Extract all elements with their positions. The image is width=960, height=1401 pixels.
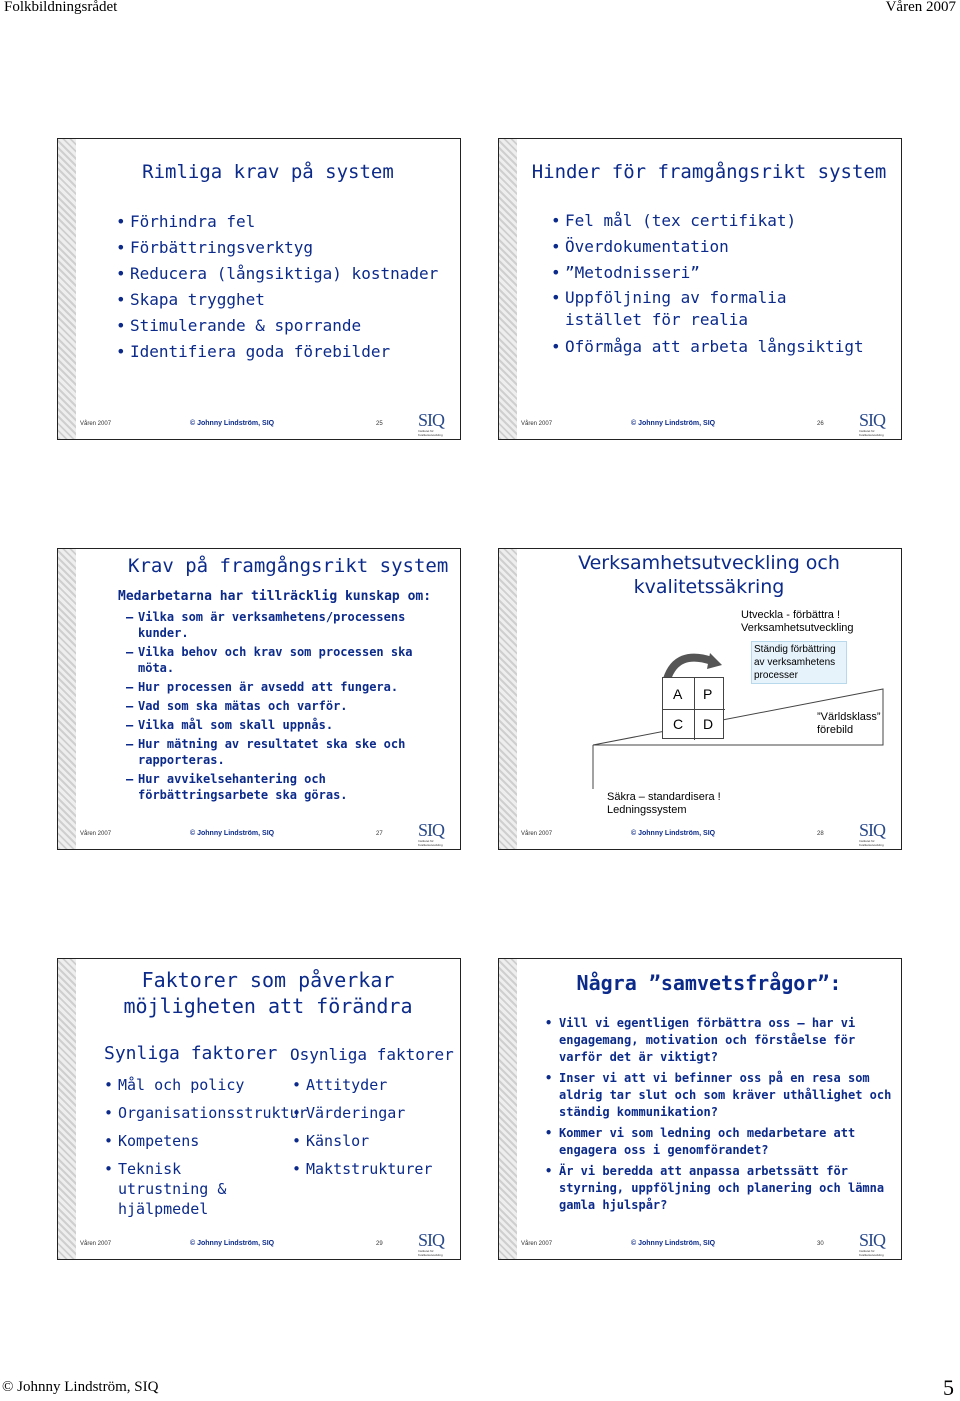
slide-title: Rimliga krav på system (142, 161, 394, 183)
page-number: 5 (943, 1375, 954, 1400)
list-item: • Överdokumentation (551, 235, 891, 259)
pdca-wheel (662, 677, 724, 739)
list-item: • Värderingar (292, 1103, 461, 1123)
slide-footer (499, 409, 901, 439)
list-item: • Vill vi egentligen förbättra oss – har vi engagemang, motivation och förståelse för varför det är viktigt? (545, 1015, 895, 1066)
siq-logo-text: SIQ (418, 820, 445, 840)
list-item: • Känslor (292, 1131, 461, 1151)
list-item: • Förhindra fel (116, 209, 438, 235)
page-footer (0, 1375, 960, 1401)
siq-logo (859, 411, 893, 437)
footer-copyright: © Johnny Lindström, SIQ (190, 830, 275, 837)
slide-28 (498, 548, 902, 850)
list-item: • Kommer vi som ledning och medarbetare att engagera oss i genomförandet? (545, 1125, 895, 1159)
siq-logo-text: SIQ (859, 1230, 886, 1250)
siq-logo (418, 821, 452, 847)
slide-stripe (58, 959, 76, 1259)
siq-logo-subtitle: Institutet för Kvalitetsutveckling (859, 429, 884, 437)
visible-factors-header: Synliga faktorer (104, 1043, 278, 1064)
list-item: – Hur avvikelsehantering och förbättringsarbete ska göras. (126, 772, 348, 802)
slide-number: 28 (817, 831, 824, 837)
list-item: – Vad som ska mätas och varför. (126, 699, 348, 713)
slide-footer (499, 819, 901, 849)
list-item: • Fel mål (tex certifikat) (551, 209, 891, 233)
footer-date: Våren 2007 (521, 831, 553, 837)
siq-logo-text: SIQ (859, 410, 886, 430)
siq-logo (859, 821, 893, 847)
siq-logo-subtitle: Institutet för Kvalitetsutveckling (418, 1249, 443, 1257)
page-footer-copyright: © Johnny Lindström, SIQ (2, 1379, 159, 1395)
slide-footer (58, 409, 460, 439)
footer-date: Våren 2007 (521, 421, 553, 427)
list-item: • Reducera (långsiktiga) kostnader (116, 261, 438, 287)
slide-title: Krav på framgångsrikt system (128, 555, 449, 577)
pdca-do: D (703, 716, 714, 732)
slide-number: 26 (817, 421, 824, 427)
siq-logo (859, 1231, 893, 1257)
slide-stripe (58, 549, 76, 849)
slide-number: 27 (376, 831, 383, 837)
slide-bullet-list (545, 1015, 895, 1214)
siq-logo-text: SIQ (859, 820, 886, 840)
siq-logo-subtitle: Institutet för Kvalitetsutveckling (859, 839, 884, 847)
list-item: • Organisationsstruktur (104, 1103, 294, 1123)
pdca-check: C (673, 716, 684, 732)
list-item: • Mål och policy (104, 1075, 294, 1095)
footer-copyright: © Johnny Lindström, SIQ (631, 420, 716, 427)
footer-date: Våren 2007 (521, 1241, 553, 1247)
siq-logo-text: SIQ (418, 1230, 445, 1250)
list-item: • Uppföljning av formalia istället för realia (551, 287, 841, 331)
list-item: • Skapa trygghet (116, 287, 438, 313)
continuous-improvement-box: Ständig förbättring av verksamhetens processer (751, 641, 847, 684)
slide-title: Faktorer som påverkar möjligheten att förändra (123, 968, 413, 1018)
list-item: • Stimulerande & sporrande (116, 313, 438, 339)
slide-stripe (499, 959, 517, 1259)
list-item: • Kompetens (104, 1131, 294, 1151)
list-item: • Är vi beredda att anpassa arbetssätt för styrning, uppföljning och planering och lämna gamla hjulspår? (545, 1163, 895, 1214)
list-item: • Förbättringsverktyg (116, 235, 438, 261)
footer-date: Våren 2007 (80, 1241, 112, 1247)
footer-copyright: © Johnny Lindström, SIQ (631, 1240, 716, 1247)
slide-footer (499, 1229, 901, 1259)
list-item: • Attityder (292, 1075, 461, 1095)
list-item: – Hur mätning av resultatet ska ske och rapporteras. (126, 737, 406, 767)
footer-date: Våren 2007 (80, 421, 112, 427)
slide-30 (498, 958, 902, 1260)
slide-stripe (499, 139, 517, 439)
slide-footer (58, 819, 460, 849)
siq-logo-subtitle: Institutet för Kvalitetsutveckling (859, 1249, 884, 1257)
slide-intro: Medarbetarna har tillräcklig kunskap om: (118, 589, 432, 604)
slide-title: Några ”samvetsfrågor”: (576, 971, 842, 995)
slide-footer (58, 1229, 460, 1259)
page-header (0, 0, 960, 16)
slide-number: 30 (817, 1241, 824, 1247)
list-item: • Identifiera goda förebilder (116, 339, 438, 365)
invisible-factors-list (292, 1075, 461, 1179)
siq-logo-subtitle: Institutet för Kvalitetsutveckling (418, 839, 443, 847)
header-date: Våren 2007 (885, 0, 956, 15)
pdca-plan: P (703, 686, 713, 702)
siq-logo (418, 1231, 452, 1257)
slide-stripe (58, 139, 76, 439)
slide-stripe (499, 549, 517, 849)
slide-26 (498, 138, 902, 440)
siq-logo-text: SIQ (418, 410, 445, 430)
footer-copyright: © Johnny Lindström, SIQ (190, 1240, 275, 1247)
slide-25 (57, 138, 461, 440)
siq-logo (418, 411, 452, 437)
footer-date: Våren 2007 (80, 831, 112, 837)
list-item: • Oförmåga att arbeta långsiktigt (551, 335, 891, 359)
list-item: • Inser vi att vi befinner oss på en resa som aldrig tar slut och som kräver uthållighet och ständig kommunikation? (545, 1070, 895, 1121)
list-item: – Hur processen är avsedd att fungera. (126, 680, 399, 694)
footer-copyright: © Johnny Lindström, SIQ (190, 420, 275, 427)
slide-title: Verksamhetsutveckling och kvalitetssäkring (578, 552, 840, 598)
siq-logo-subtitle: Institutet för Kvalitetsutveckling (418, 429, 443, 437)
slide-number: 25 (376, 421, 383, 427)
world-class-label: ”Världsklass” förebild (817, 711, 881, 736)
secure-label: Säkra – standardisera ! Ledningssystem (607, 791, 721, 816)
invisible-factors-header: Osynliga faktorer (290, 1045, 454, 1064)
footer-copyright: © Johnny Lindström, SIQ (631, 830, 716, 837)
develop-label: Utveckla - förbättra ! Verksamhetsutveckling (741, 609, 854, 634)
slide-29 (57, 958, 461, 1260)
list-item: • ”Metodnisseri” (551, 261, 891, 285)
list-item: • Maktstrukturer (292, 1159, 461, 1179)
visible-factors-list (104, 1075, 308, 1219)
list-item: – Vilka som är verksamhetens/processens kunder. (126, 610, 406, 640)
slide-bullet-list (551, 209, 891, 359)
header-organization: Folkbildningsrådet (4, 0, 118, 15)
slide-bullet-list (116, 209, 438, 365)
list-item: – Vilka behov och krav som processen ska möta. (126, 645, 413, 675)
list-item: • Teknisk utrustning & hjälpmedel (104, 1159, 274, 1219)
list-item: – Vilka mål som skall uppnås. (126, 718, 334, 732)
slide-number: 29 (376, 1241, 383, 1247)
slide-27 (57, 548, 461, 850)
pdca-act: A (673, 686, 683, 702)
slide-title: Hinder för framgångsrikt system (531, 161, 887, 183)
slide-dash-list (126, 609, 450, 803)
